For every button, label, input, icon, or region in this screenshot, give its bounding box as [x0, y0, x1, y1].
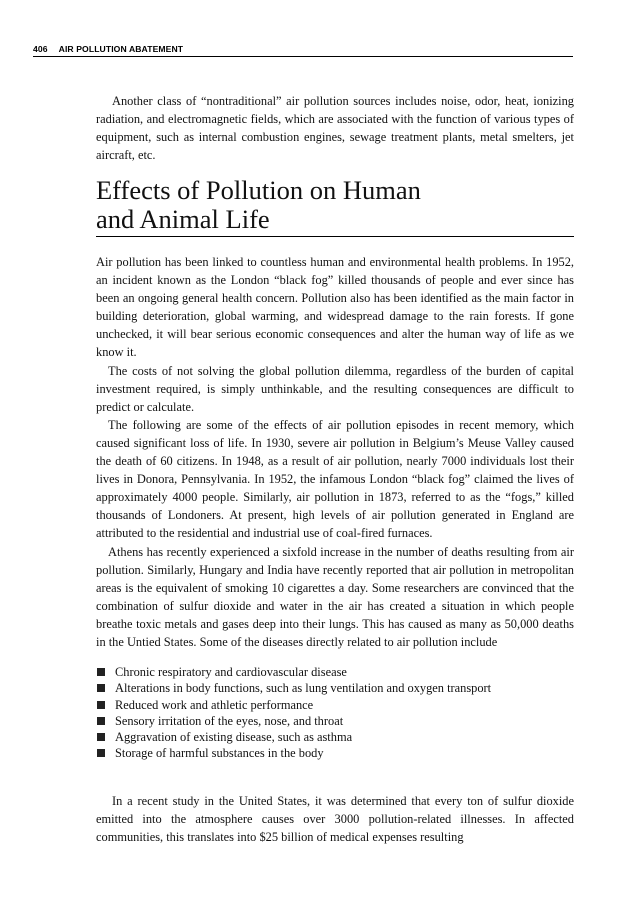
- section-heading-line-2: and Animal Life: [96, 204, 270, 234]
- list-item-text: Storage of harmful substances in the body: [115, 746, 324, 761]
- intro-paragraph: Another class of “nontraditional” air pollution sources includes noise, odor, heat, ionizing radiation, and electromagnetic fields, which are associated with the function of various types of equipment, such as internal combustion engines, sewage treatment plants, metal smelters, jet aircraft, etc.: [96, 94, 574, 163]
- list-item: [96, 664, 574, 680]
- list-item-text: Aggravation of existing disease, such as asthma: [115, 730, 353, 745]
- intro-text: [96, 92, 574, 164]
- section-heading: [96, 176, 574, 237]
- section-body: [96, 253, 574, 651]
- body-paragraph: Athens has recently experienced a sixfold increase in the number of deaths resulting from air pollution. Similarly, Hungary and India have recently reported that air pollution in metropolitan areas is the equivalent of smoking 10 cigarettes a day. Some researchers are convinced that the combination of sulfur dioxide and water in the air has created a situation in which people breathe toxic metals and gases deep into their lungs. This has caused as many as 50,000 deaths in the Untied States. Some of the diseases directly related to air pollution include: [96, 544, 574, 649]
- page-number: 406: [33, 44, 48, 54]
- square-bullet-icon: [97, 717, 105, 725]
- list-item: [96, 713, 574, 729]
- body-paragraph: Air pollution has been linked to countless human and environmental health problems. In 1952, an incident known as the London “black fog” killed thousands of people and ever since has been an ongoing general health concern. Pollution also has been identified as the main factor in building deterioration, global warming, and widespread damage to the rain forests. If gone unchecked, it will bear serious economic consequences and alter the human way of life as we know it.: [96, 255, 574, 360]
- body-paragraph: The costs of not solving the global pollution dilemma, regardless of the burden of capital investment required, is simply unthinkable, and the resulting consequences are difficult to predict or calculate.: [96, 363, 574, 414]
- section-heading-line-1: Effects of Pollution on Human: [96, 175, 421, 205]
- square-bullet-icon: [97, 684, 105, 692]
- running-head-title: AIR POLLUTION ABATEMENT: [58, 44, 184, 54]
- list-item: [96, 697, 574, 713]
- list-item: [96, 680, 574, 696]
- running-head: [33, 44, 573, 57]
- closing-text: [96, 792, 574, 846]
- body-paragraph: The following are some of the effects of air pollution episodes in recent memory, which caused significant loss of life. In 1930, severe air pollution in Belgium’s Meuse Valley caused the death of 60 citizens. In 1948, as a result of air pollution, nearly 7000 individuals lost their lives in Donora, Pennsylvania. In 1952, the infamous London “black fog” claimed the lives of approximately 4000 people. Similarly, air pollution in 1873, referred to as the “fogs,” killed thousands of Londoners. At present, high levels of air pollution generated in England are attributed to the residential and industrial use of coal-fired furnaces.: [96, 417, 574, 541]
- list-item-text: Reduced work and athletic performance: [115, 697, 314, 712]
- list-item-text: Alterations in body functions, such as lung ventilation and oxygen transport: [115, 681, 492, 696]
- square-bullet-icon: [97, 733, 105, 741]
- square-bullet-icon: [97, 701, 105, 709]
- list-item: [96, 745, 574, 761]
- list-item-text: Sensory irritation of the eyes, nose, and throat: [115, 713, 344, 728]
- closing-paragraph: In a recent study in the United States, it was determined that every ton of sulfur dioxide emitted into the atmosphere causes over 3000 pollution-related illnesses. In affected communities, this translates into $25 billion of medical expenses resulting: [96, 794, 574, 845]
- square-bullet-icon: [97, 668, 105, 676]
- disease-list: [96, 664, 574, 762]
- list-item: [96, 729, 574, 745]
- list-item-text: Chronic respiratory and cardiovascular disease: [115, 665, 347, 679]
- square-bullet-icon: [97, 749, 105, 757]
